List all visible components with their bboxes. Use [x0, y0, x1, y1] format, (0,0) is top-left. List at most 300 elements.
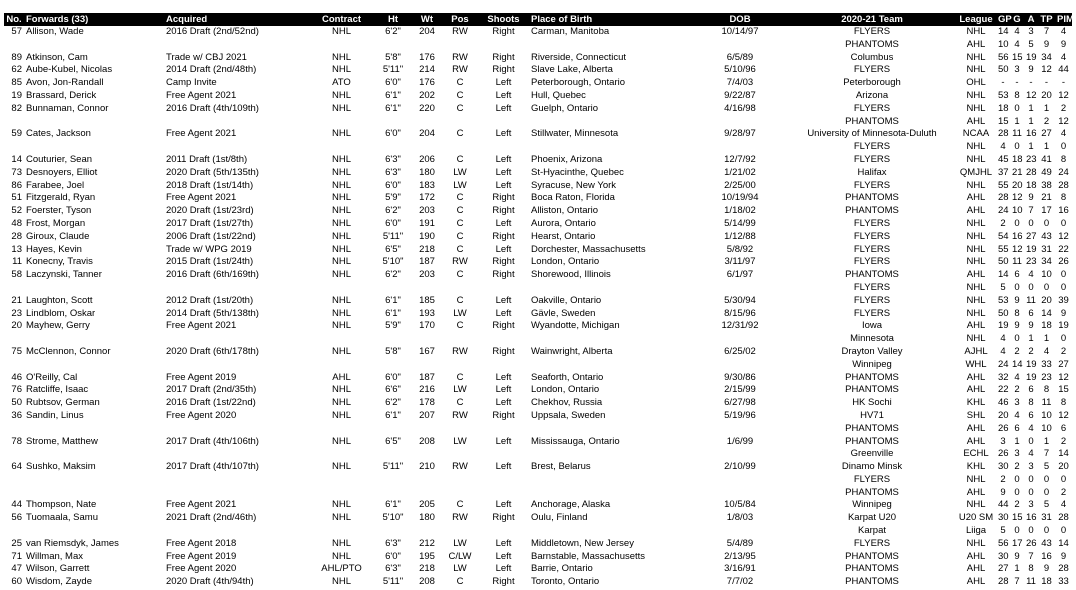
header-a: A — [1024, 13, 1038, 26]
cell-weight: 193 — [419, 307, 435, 319]
cell-team: FLYERS — [853, 102, 891, 114]
cell-contract — [309, 141, 374, 154]
cell-team: Karpat U20 — [847, 512, 897, 524]
table-row — [4, 103, 1072, 116]
cell-shoots: Right — [492, 205, 515, 217]
cell-shoots: Left — [495, 537, 512, 549]
cell-dob: 5/19/96 — [724, 409, 756, 421]
cell-pim: 28 — [1058, 563, 1069, 575]
cell-position: RW — [452, 256, 468, 268]
cell-league: AHL — [966, 371, 986, 383]
cell-contract: NHL — [331, 435, 351, 447]
cell-league: NHL — [966, 333, 986, 345]
cell-shoots — [478, 141, 529, 154]
cell-tp: 21 — [1041, 192, 1052, 204]
cell-dob: 4/16/98 — [724, 102, 756, 114]
cell-dob: 6/27/98 — [724, 397, 756, 409]
cell-a: 9 — [1028, 192, 1034, 204]
cell-league: NHL — [966, 141, 986, 153]
cell-height: 6'3" — [385, 563, 401, 575]
cell-pim: 9 — [1060, 38, 1067, 50]
table-row — [4, 295, 1072, 308]
cell-contract — [309, 333, 374, 346]
cell-shoots: Right — [492, 576, 515, 588]
cell-league: NHL — [966, 89, 986, 101]
cell-acquired: 2017 Draft (1st/27th) — [166, 217, 254, 229]
cell-weight: 176 — [419, 51, 435, 63]
cell-team: Winnipeg — [852, 499, 892, 511]
cell-dob: 5/30/94 — [724, 294, 756, 306]
cell-gp: 22 — [998, 384, 1009, 396]
cell-name: Fitzgerald, Ryan — [26, 192, 96, 204]
cell-pim: 19 — [1058, 320, 1069, 332]
cell-acquired: 2011 Draft (1st/8th) — [166, 153, 248, 165]
cell-shoots: Right — [492, 51, 515, 63]
cell-league: NHL — [966, 473, 986, 485]
cell-shoots — [478, 333, 529, 346]
cell-gp: 4 — [1000, 141, 1006, 153]
cell-dob: 2/25/00 — [724, 179, 756, 191]
cell-league: AHL — [966, 550, 986, 562]
cell-acquired: 2021 Draft (2nd/46th) — [166, 512, 257, 524]
cell-a: 19 — [1026, 243, 1037, 255]
cell-place-of-birth: St-Hyacinthe, Quebec — [531, 166, 624, 178]
cell-contract — [309, 423, 374, 436]
cell-g: 9 — [1014, 320, 1020, 332]
cell-pim: 2 — [1060, 486, 1067, 498]
cell-name: Tuomaala, Samu — [26, 512, 98, 524]
cell-number: 62 — [11, 64, 22, 76]
cell-weight: 214 — [419, 64, 435, 76]
cell-a: 1 — [1028, 333, 1034, 345]
cell-team: Karpat — [858, 525, 886, 537]
cell-weight: 203 — [419, 269, 435, 281]
cell-name: Lindblom, Oskar — [26, 307, 96, 319]
cell-g: 17 — [1012, 537, 1023, 549]
cell-team: Iowa — [861, 320, 883, 332]
cell-gp: 45 — [998, 153, 1009, 165]
cell-contract — [309, 359, 374, 372]
cell-tp: 49 — [1041, 166, 1052, 178]
cell-a: 8 — [1028, 397, 1034, 409]
cell-a: 19 — [1026, 371, 1037, 383]
cell-acquired: Free Agent 2020 — [166, 563, 237, 575]
cell-g: 4 — [1014, 26, 1020, 37]
cell-acquired: Free Agent 2021 — [166, 320, 237, 332]
cell-number: 11 — [12, 256, 22, 268]
cell-league: NHL — [966, 102, 986, 114]
cell-place-of-birth — [529, 359, 692, 372]
cell-contract: NHL — [331, 512, 351, 524]
cell-team: FLYERS — [853, 217, 891, 229]
cell-shoots — [478, 448, 529, 461]
cell-league: AHL — [966, 486, 986, 498]
cell-shoots — [478, 39, 529, 52]
table-row — [4, 116, 1072, 129]
header-g: G — [1010, 13, 1024, 26]
cell-place-of-birth: Chekhov, Russia — [531, 397, 603, 409]
cell-name: Frost, Morgan — [26, 217, 86, 229]
cell-name: Avon, Jon-Randall — [26, 77, 104, 89]
cell-name: Desnoyers, Elliot — [26, 166, 98, 178]
cell-team: FLYERS — [853, 141, 891, 153]
cell-position: RW — [452, 512, 468, 524]
cell-a: 0 — [1028, 217, 1034, 229]
cell-tp: 33 — [1041, 358, 1052, 370]
cell-dob: 1/12/88 — [724, 230, 756, 242]
cell-contract: NHL — [331, 499, 351, 511]
cell-acquired — [164, 474, 309, 487]
cell-pim: 22 — [1058, 243, 1069, 255]
cell-contract: NHL — [331, 409, 351, 421]
cell-weight: 218 — [419, 243, 435, 255]
cell-weight: 203 — [419, 205, 435, 217]
cell-weight: 185 — [419, 294, 435, 306]
cell-a: 23 — [1026, 153, 1037, 165]
cell-a: 16 — [1026, 128, 1037, 140]
cell-position: C — [456, 371, 464, 383]
cell-shoots: Left — [495, 461, 512, 473]
cell-league: AHL — [966, 563, 986, 575]
cell-league: NHL — [966, 230, 986, 242]
cell-a: - — [1029, 77, 1033, 89]
cell-name: Farabee, Joel — [26, 179, 85, 191]
header-acquired: Acquired — [164, 13, 309, 26]
cell-g: 11 — [1012, 128, 1022, 140]
cell-acquired: 2017 Draft (4th/107th) — [166, 461, 259, 473]
cell-acquired — [164, 282, 309, 295]
cell-contract: NHL — [331, 294, 351, 306]
cell-a: 0 — [1028, 281, 1034, 293]
cell-position: LW — [453, 563, 467, 575]
cell-contract: NHL — [331, 384, 351, 396]
cell-dob: 10/19/94 — [721, 192, 759, 204]
cell-position: C — [456, 320, 464, 332]
cell-pim: 9 — [1060, 550, 1067, 562]
cell-height: 5'11" — [382, 230, 404, 242]
cell-height: 6'1" — [385, 307, 401, 319]
cell-g: 3 — [1014, 64, 1020, 76]
cell-team: FLYERS — [853, 179, 891, 191]
cell-team: PHANTOMS — [845, 422, 899, 434]
cell-team: Drayton Valley — [841, 345, 903, 357]
cell-height: 6'0" — [385, 179, 401, 191]
cell-shoots: Left — [495, 217, 512, 229]
cell-contract: NHL — [331, 550, 351, 562]
cell-number: 21 — [11, 294, 22, 306]
cell-dob: 5/4/89 — [726, 537, 754, 549]
table-row — [4, 205, 1072, 218]
cell-dob: 7/4/03 — [726, 77, 754, 89]
cell-tp: 9 — [1043, 563, 1050, 575]
cell-name: Laughton, Scott — [26, 294, 93, 306]
cell-team: Minnesota — [850, 333, 894, 345]
cell-weight: 208 — [419, 435, 435, 447]
cell-place-of-birth: Phoenix, Arizona — [531, 153, 603, 165]
cell-place-of-birth: Uppsala, Sweden — [531, 409, 606, 421]
cell-a: 26 — [1026, 537, 1037, 549]
cell-weight: 206 — [419, 153, 435, 165]
cell-dob: 6/1/97 — [726, 269, 754, 281]
table-row — [4, 499, 1072, 512]
cell-dob — [692, 282, 788, 295]
cell-dob — [692, 116, 788, 129]
cell-position — [442, 423, 478, 436]
table-row — [4, 269, 1072, 282]
cell-g: 4 — [1014, 409, 1020, 421]
cell-acquired: Free Agent 2018 — [166, 537, 237, 549]
cell-name — [24, 141, 164, 154]
cell-position — [442, 116, 478, 129]
cell-tp: 20 — [1041, 294, 1052, 306]
cell-place-of-birth: Peterborough, Ontario — [531, 77, 626, 89]
cell-league: NHL — [966, 217, 986, 229]
cell-acquired: 2018 Draft (1st/14th) — [166, 179, 254, 191]
table-row — [4, 64, 1072, 77]
cell-g: 20 — [1012, 179, 1023, 191]
cell-g: 0 — [1014, 486, 1020, 498]
cell-pim: 12 — [1058, 115, 1069, 127]
cell-a: 3 — [1028, 499, 1034, 511]
cell-league: AHL — [966, 38, 986, 50]
cell-league: NHL — [966, 307, 986, 319]
table-row — [4, 180, 1072, 193]
cell-gp: 18 — [998, 102, 1009, 114]
table-row — [4, 308, 1072, 321]
cell-gp: 32 — [998, 371, 1009, 383]
cell-g: 6 — [1014, 422, 1020, 434]
cell-pim: 12 — [1058, 371, 1069, 383]
cell-a: 7 — [1028, 205, 1034, 217]
cell-a: 19 — [1026, 51, 1037, 63]
table-row — [4, 410, 1072, 423]
cell-height: 5'11" — [382, 64, 404, 76]
cell-pim: 4 — [1060, 51, 1067, 63]
cell-shoots: Right — [492, 269, 515, 281]
cell-acquired: 2017 Draft (2nd/35th) — [166, 384, 257, 396]
cell-acquired: Free Agent 2020 — [166, 409, 237, 421]
cell-g: 8 — [1014, 307, 1020, 319]
cell-contract: NHL — [331, 461, 351, 473]
cell-dob: 3/16/91 — [724, 563, 756, 575]
cell-weight: 176 — [419, 77, 435, 89]
cell-league: NCAA — [962, 128, 990, 140]
cell-gp: 50 — [998, 307, 1009, 319]
cell-place-of-birth: Aurora, Ontario — [531, 217, 596, 229]
cell-height: 6'0" — [385, 217, 401, 229]
cell-number — [4, 423, 24, 436]
table-row — [4, 359, 1072, 372]
cell-tp: 14 — [1041, 307, 1052, 319]
cell-g: 1 — [1014, 435, 1020, 447]
cell-tp: 1 — [1043, 102, 1050, 114]
cell-gp: 4 — [1000, 333, 1006, 345]
cell-number: 20 — [11, 320, 22, 332]
cell-place-of-birth — [529, 141, 692, 154]
cell-g: 12 — [1012, 192, 1023, 204]
cell-league: NHL — [966, 537, 986, 549]
cell-number: 86 — [11, 179, 22, 191]
cell-number: 25 — [11, 537, 22, 549]
cell-position: RW — [452, 461, 468, 473]
cell-name — [24, 359, 164, 372]
cell-place-of-birth — [529, 448, 692, 461]
cell-contract: NHL — [331, 217, 351, 229]
cell-gp: 28 — [998, 192, 1009, 204]
cell-pim: 12 — [1058, 89, 1069, 101]
cell-tp: 34 — [1041, 51, 1052, 63]
cell-number: 89 — [11, 51, 22, 63]
cell-acquired — [164, 487, 309, 500]
cell-place-of-birth: Carman, Manitoba — [531, 26, 610, 37]
cell-dob: 5/14/99 — [724, 217, 756, 229]
cell-acquired — [164, 448, 309, 461]
cell-contract: NHL — [331, 51, 351, 63]
cell-tp: 16 — [1041, 550, 1052, 562]
cell-contract — [309, 448, 374, 461]
cell-shoots: Left — [495, 499, 512, 511]
cell-position: LW — [453, 537, 467, 549]
cell-g: 2 — [1014, 461, 1020, 473]
cell-weight: 202 — [419, 89, 435, 101]
cell-position: LW — [453, 435, 467, 447]
cell-number: 19 — [11, 89, 22, 101]
cell-gp: 30 — [998, 550, 1009, 562]
cell-height: 5'10" — [382, 512, 404, 524]
cell-weight: 210 — [419, 461, 435, 473]
cell-number: 73 — [11, 166, 22, 178]
cell-name: Couturier, Sean — [26, 153, 93, 165]
cell-number: 75 — [11, 345, 22, 357]
cell-position: RW — [452, 26, 468, 37]
cell-dob: 1/8/03 — [726, 512, 754, 524]
cell-place-of-birth: London, Ontario — [531, 384, 600, 396]
cell-number: 36 — [11, 409, 22, 421]
cell-a: 4 — [1028, 422, 1034, 434]
cell-gp: 4 — [1000, 345, 1006, 357]
cell-height: 6'1" — [385, 89, 401, 101]
cell-a: 7 — [1028, 550, 1034, 562]
cell-dob: 6/25/02 — [724, 345, 756, 357]
cell-number: 57 — [11, 26, 22, 37]
cell-position: LW — [453, 384, 467, 396]
cell-weight — [412, 39, 442, 52]
cell-league: AHL — [966, 205, 986, 217]
cell-name: Wilson, Garrett — [26, 563, 90, 575]
cell-number: 71 — [11, 550, 22, 562]
cell-contract: NHL — [331, 166, 351, 178]
cell-g: 0 — [1014, 141, 1020, 153]
cell-height: 6'0" — [385, 128, 401, 140]
cell-league: SHL — [966, 409, 986, 421]
cell-acquired: Camp Invite — [166, 77, 217, 89]
cell-league: WHL — [965, 358, 987, 370]
cell-acquired: 2017 Draft (4th/106th) — [166, 435, 259, 447]
table-row — [4, 39, 1072, 52]
table-row — [4, 154, 1072, 167]
cell-league: KHL — [966, 397, 986, 409]
cell-weight: 204 — [419, 128, 435, 140]
table-row — [4, 461, 1072, 474]
cell-position: C — [456, 397, 464, 409]
cell-a: 18 — [1026, 179, 1037, 191]
cell-contract: NHL — [331, 307, 351, 319]
cell-height — [374, 282, 412, 295]
cell-weight: 190 — [419, 230, 435, 242]
cell-weight — [412, 282, 442, 295]
cell-height: 5'10" — [382, 256, 404, 268]
cell-height: 6'3" — [385, 153, 401, 165]
cell-gp: 24 — [998, 205, 1009, 217]
cell-dob: 12/7/92 — [724, 153, 756, 165]
cell-place-of-birth — [529, 116, 692, 129]
cell-place-of-birth: Guelph, Ontario — [531, 102, 599, 114]
cell-acquired: 2016 Draft (2nd/52nd) — [166, 26, 259, 37]
cell-dob: 9/22/87 — [724, 89, 756, 101]
cell-tp: 31 — [1041, 512, 1052, 524]
cell-dob: 5/10/96 — [724, 64, 756, 76]
cell-pim: 14 — [1058, 537, 1069, 549]
cell-g: 1 — [1014, 115, 1020, 127]
cell-pim: 12 — [1058, 230, 1069, 242]
cell-g: 2 — [1014, 345, 1020, 357]
cell-number: 56 — [11, 512, 22, 524]
cell-acquired: Free Agent 2021 — [166, 499, 237, 511]
header-place-of-birth: Place of Birth — [529, 13, 692, 26]
cell-tp: 2 — [1043, 115, 1050, 127]
header-tp: TP — [1038, 13, 1055, 26]
cell-number — [4, 282, 24, 295]
cell-name: Mayhew, Gerry — [26, 320, 90, 332]
cell-position: C — [456, 192, 464, 204]
cell-league: NHL — [966, 499, 986, 511]
table-row — [4, 282, 1072, 295]
cell-gp: 55 — [998, 179, 1009, 191]
cell-a: 4 — [1028, 448, 1034, 460]
cell-height: 6'1" — [385, 102, 401, 114]
cell-name: Atkinson, Cam — [26, 51, 88, 63]
cell-dob — [692, 359, 788, 372]
cell-contract: NHL — [331, 243, 351, 255]
cell-team: Arizona — [855, 89, 889, 101]
cell-shoots: Left — [495, 243, 512, 255]
cell-height: 5'11" — [382, 576, 404, 588]
cell-team: PHANTOMS — [845, 192, 899, 204]
cell-position: LW — [453, 307, 467, 319]
cell-gp: 14 — [998, 269, 1009, 281]
cell-number — [4, 359, 24, 372]
cell-dob — [692, 487, 788, 500]
cell-team: Halifax — [857, 166, 887, 178]
cell-league: NHL — [966, 51, 986, 63]
cell-weight — [412, 333, 442, 346]
cell-shoots — [478, 282, 529, 295]
cell-contract — [309, 525, 374, 538]
cell-team: PHANTOMS — [845, 371, 899, 383]
cell-shoots: Left — [495, 307, 512, 319]
cell-weight: 208 — [419, 576, 435, 588]
cell-acquired: Free Agent 2021 — [166, 89, 237, 101]
cell-height — [374, 525, 412, 538]
cell-height: 5'8" — [385, 345, 401, 357]
roster-body — [4, 26, 1072, 589]
cell-shoots: Left — [495, 435, 512, 447]
cell-weight — [412, 474, 442, 487]
cell-number: 47 — [11, 563, 22, 575]
cell-name: Ratcliffe, Isaac — [26, 384, 89, 396]
cell-pim: 0 — [1060, 473, 1067, 485]
cell-weight: 195 — [419, 550, 435, 562]
